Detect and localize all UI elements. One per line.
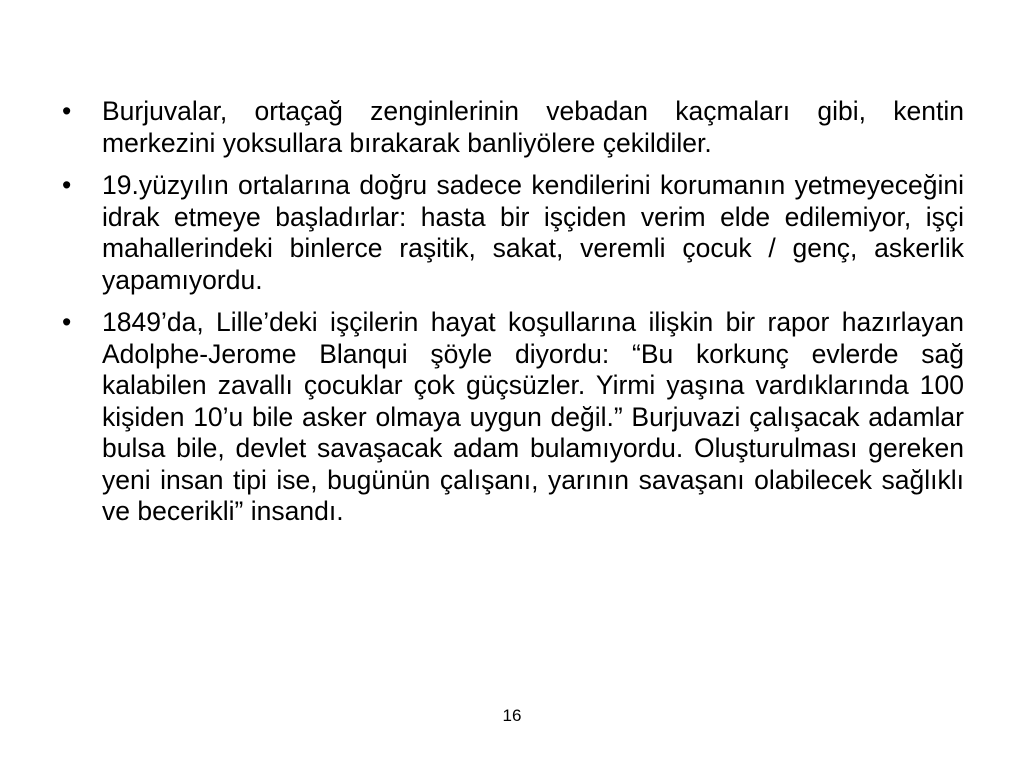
bullet-list [62, 96, 964, 539]
bullet-text: Burjuvalar, ortaçağ zenginlerinin vebadan kaçmaları gibi, kentin merkezini yoksullara bırakarak banliyölere çekildiler. [102, 96, 964, 158]
bullet-item [62, 96, 964, 159]
bullet-marker: • [62, 170, 72, 200]
bullet-item [62, 307, 964, 528]
bullet-marker: • [62, 96, 72, 126]
page-number: 16 [502, 706, 522, 725]
bullet-text: 19.yüzyılın ortalarına doğru sadece kendilerini korumanın yetmeyeceğini idrak etmeye başladırlar: hasta bir işçiden verim elde edilemiyor, işçi mahallerindeki binlerce raşitik, sakat, veremli çocuk / genç, askerlik yapamıyordu. [102, 170, 964, 295]
bullet-text: 1849’da, Lille’deki işçilerin hayat koşullarına ilişkin bir rapor hazırlayan Adolphe-Jerome Blanqui şöyle diyordu: “Bu korkunç evlerde sağ kalabilen zavallı çocuklar çok güçsüzler. Yirmi yaşına vardıklarında 100 kişiden 10’u bile asker olmaya uygun değil.” Burjuvazi çalışacak adamlar bulsa bile, devlet savaşacak adam bulamıyordu. Oluşturulması gereken yeni insan tipi ise, bugünün çalışanı, yarının savaşanı olabilecek sağlıklı ve becerikli” insandı. [102, 307, 964, 526]
bullet-marker: • [62, 307, 72, 337]
bullet-item [62, 170, 964, 296]
